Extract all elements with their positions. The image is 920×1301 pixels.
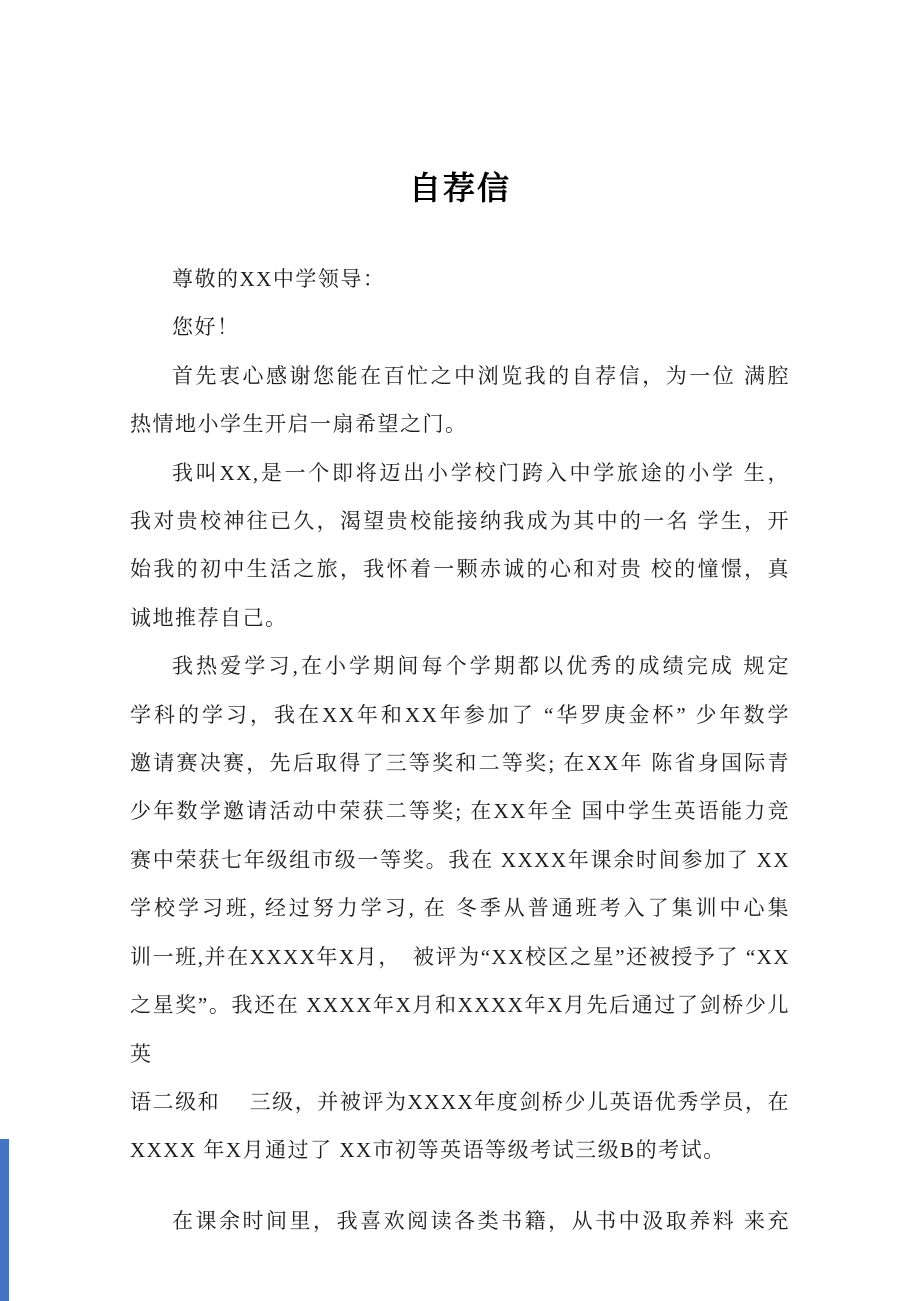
blank-line: [130, 1175, 790, 1197]
letter-line: 热情地小学生开启一扇希望之门。: [130, 412, 468, 437]
letter-line: 我热爱学习,在小学期间每个学期都以优秀的成绩完成 规定: [172, 654, 790, 679]
letter-line: 语二级和 三级，并被评为XXXX年度剑桥少儿英语优秀学员，在: [130, 1089, 790, 1114]
letter-line: 学校学习班, 经过努力学习, 在 冬季从普通班考入了集训中心集: [130, 896, 790, 921]
letter-line: 我叫XX,是一个即将迈出小学校门跨入中学旅途的小学 生，: [172, 460, 790, 485]
letter-line: XXXX 年X月通过了 XX市初等英语等级考试三级B的考试。: [130, 1138, 726, 1163]
letter-line: 始我的初中生活之旅，我怀着一颗赤诚的心和对贵 校的憧憬，真: [130, 557, 790, 582]
letter-body: [130, 255, 790, 1245]
letter-line: 之星奖”。我还在 XXXX年X月和XXXX年X月先后通过了剑桥少儿英: [130, 993, 790, 1066]
letter-line: 我对贵校神往已久，渴望贵校能接纳我成为其中的一名 学生，开: [130, 509, 790, 534]
letter-line: 诚地推荐自己。: [130, 605, 288, 630]
letter-line: 尊敬的XX中学领导：: [172, 267, 386, 291]
letter-line: 训一班,并在XXXX年X月， 被评为“XX校区之星”还被授予了 “XX: [130, 944, 790, 969]
document-title: 自荐信: [408, 170, 511, 206]
letter-line: 少年数学邀请活动中荣获二等奖; 在XX年全 国中学生英语能力竞: [130, 799, 790, 824]
letter-line: 您好！: [172, 315, 240, 340]
left-accent-bar: [0, 1139, 9, 1301]
letter-line: 赛中荣获七年级组市级一等奖。我在 XXXX年课余时间参加了 XX: [130, 847, 790, 872]
letter-line: 在课余时间里，我喜欢阅读各类书籍，从书中汲取养料 来充: [172, 1208, 790, 1233]
letter-line: 学科的学习，我在XX年和XX年参加了 “华罗庚金杯” 少年数学: [130, 702, 790, 727]
letter-line: 首先衷心感谢您能在百忙之中浏览我的自荐信，为一位 满腔: [172, 363, 790, 388]
letter-line: 邀请赛决赛，先后取得了三等奖和二等奖; 在XX年 陈省身国际青: [130, 751, 790, 776]
